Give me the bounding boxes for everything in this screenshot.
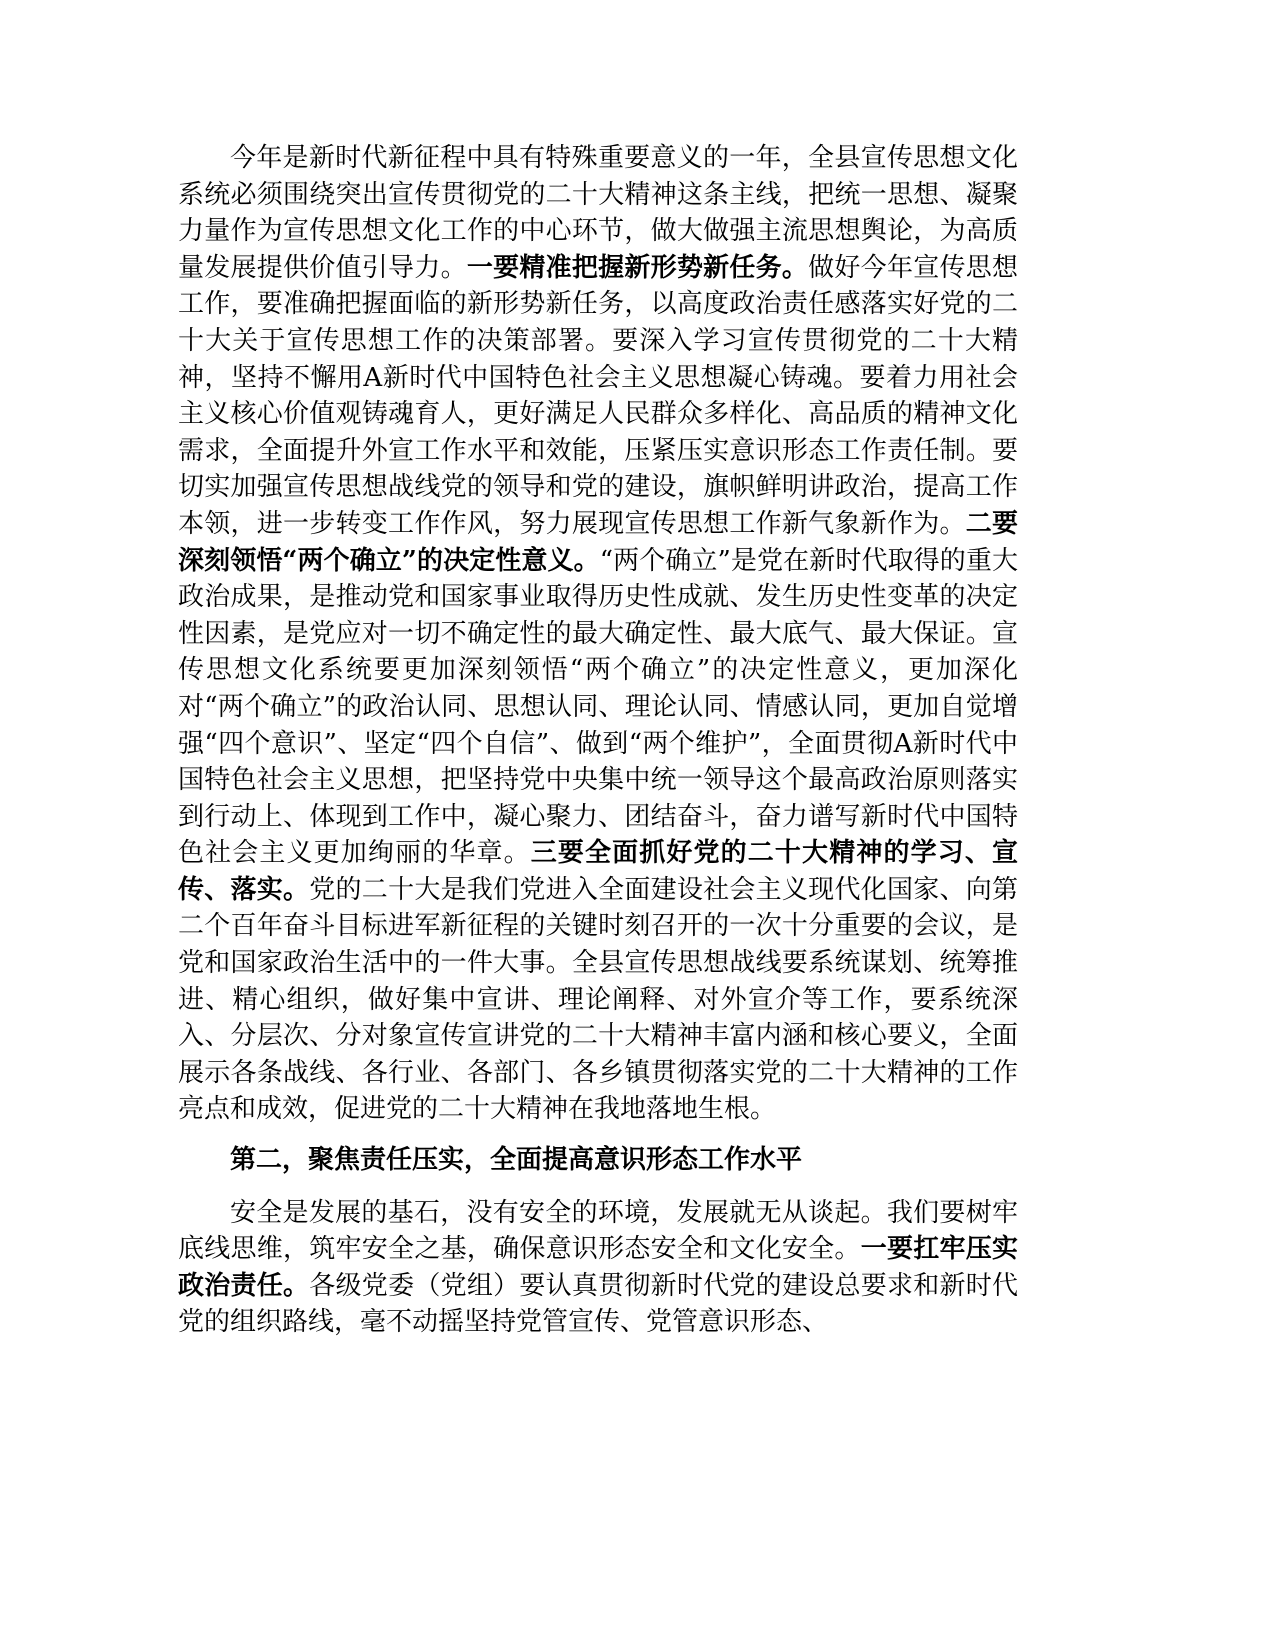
bold-point-2: 二要深刻领悟“两个确立”的决定性意义。 (178, 508, 1018, 576)
bold-point-3: 三要全面抓好党的二十大精神的学习、宣传、落实。 (178, 838, 1018, 905)
paragraph-text: 各级党委（党组）要认真贯彻新时代党的建设总要求和新时代党的组织路线，毫不动摇坚持党管宣传、党管意识形态、 (178, 1270, 1018, 1338)
paragraph-text: 党的二十大是我们党进入全面建设社会主义现代化国家、向第二个百年奋斗目标进军新征程的关键时刻召开的一次十分重要的会议，是党和国家政治生活中的一件大事。全县宣传思想战线要系统谋划、统筹推进、精心组织，做好集中宣讲、理论阐释、对外宣介等工作，要系统深入、分层次、分对象宣传宣讲党的二十大精神丰富内涵和核心要义，全面展示各条战线、各行业、各部门、各乡镇贯彻落实党的二十大精神的工作亮点和成效，促进党的二十大精神在我地落地生根。 (178, 874, 1018, 1125)
body-paragraph-2 (178, 1195, 1018, 1341)
paragraph-text: 做好今年宣传思想工作，要准确把握面临的新形势新任务，以高度政治责任感落实好党的二十大关于宣传思想工作的决策部署。要深入学习宣传贯彻党的二十大精神，坚持不懈用A新时代中国特色社会主义思想凝心铸魂。要着力用社会主义核心价值观铸魂育人，更好满足人民群众多样化、高品质的精神文化需求，全面提升外宣工作水平和效能，压紧压实意识形态工作责任制。要切实加强宣传思想战线党的领导和党的建设，旗帜鲜明讲政治，提高工作本领，进一步转变工作作风，努力展现宣传思想工作新气象新作为。 (178, 252, 1018, 539)
paragraph-text: 安全是发展的基石，没有安全的环境，发展就无从谈起。我们要树牢底线思维，筑牢安全之基，确保意识形态安全和文化安全。 (178, 1197, 1018, 1265)
bold-point-1: 一要扛牢压实政治责任。 (178, 1234, 1018, 1301)
bold-point-1: 一要精准把握新形势新任务。 (466, 252, 809, 283)
body-paragraph-1 (178, 140, 1018, 1128)
section-heading: 第二，聚焦责任压实，全面提高意识形态工作水平 (230, 1145, 803, 1176)
document-page (178, 140, 1018, 1341)
paragraph-text: 今年是新时代新征程中具有特殊重要意义的一年，全县宣传思想文化系统必须围绕突出宣传贯彻党的二十大精神这条主线，把统一思想、凝聚力量作为宣传思想文化工作的中心环节，做大做强主流思想舆论，为高质量发展提供价值引导力。 (178, 143, 1018, 283)
paragraph-text: “两个确立”是党在新时代取得的重大政治成果，是推动党和国家事业取得历史性成就、发生历史性变革的决定性因素，是党应对一切不确定性的最大确定性、最大底气、最大保证。宣传思想文化系统要更加深刻领悟“两个确立”的决定性意义，更加深化对“两个确立”的政治认同、思想认同、理论认同、情感认同，更加自觉增强“四个意识”、坚定“四个自信”、做到“两个维护”，全面贯彻A新时代中国特色社会主义思想，把坚持党中央集中统一领导这个最高政治原则落实到行动上、体现到工作中，凝心聚力、团结奋斗，奋力谱写新时代中国特色社会主义更加绚丽的华章。 (178, 545, 1018, 869)
